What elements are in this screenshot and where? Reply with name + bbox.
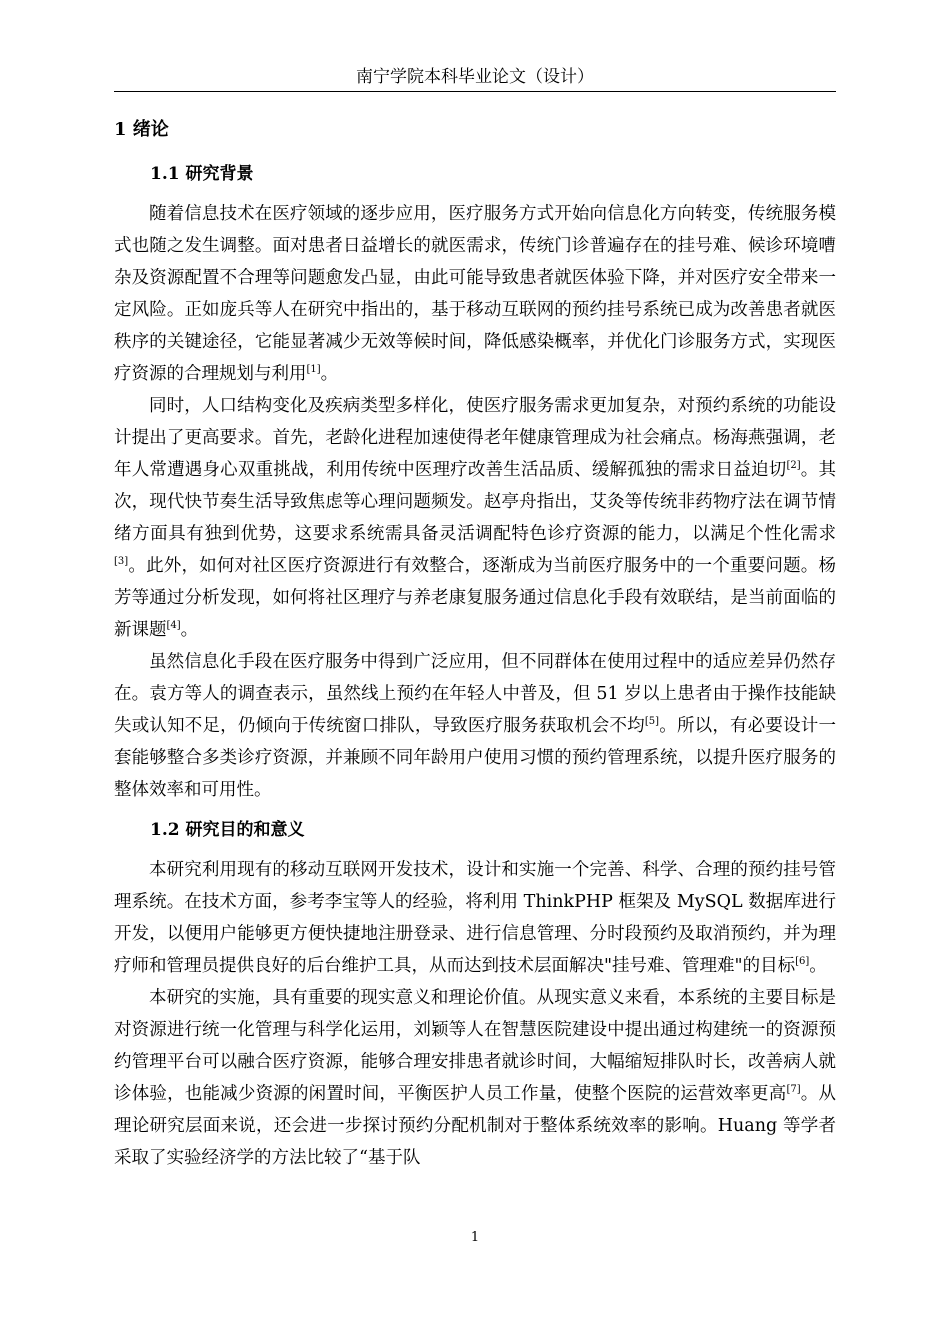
section-heading-background: 1.1 研究背景 xyxy=(150,164,254,184)
page-header: 南宁学院本科毕业论文（设计） xyxy=(114,66,836,92)
citation-marker: [4] xyxy=(166,620,181,632)
citation-marker: [3] xyxy=(114,556,129,568)
paragraph: 本研究利用现有的移动互联网开发技术，设计和实施一个完善、科学、合理的预约挂号管理系统。在技术方面，参考李宝等人的经验，将利用 ThinkPHP 框架及 MySQL 数据库进行开发，以便用户能够更方便快捷地注册登录、进行信息管理、分时段预约及取消预约，并为理疗师和管理员提供良好的后台维护工具，从而达到技术层面解决"挂号难、管理难"的目标[6]。 xyxy=(114,860,836,976)
paragraph: 本研究的实施，具有重要的现实意义和理论价值。从现实意义来看，本系统的主要目标是对资源进行统一化管理与科学化运用，刘颖等人在智慧医院建设中提出通过构建统一的资源预约管理平台可以融合医疗资源，能够合理安排患者就诊时间，大幅缩短排队时长，改善病人就诊体验，也能减少资源的闲置时间，平衡医护人员工作量，使整个医院的运营效率更高[7]。从理论研究层面来说，还会进一步探讨预约分配机制对于整体系统效率的影响。Huang 等学者采取了实验经济学的方法比较了“基于队 xyxy=(114,988,837,1168)
section-heading-purpose: 1.2 研究目的和意义 xyxy=(150,820,305,840)
page-number: 1 xyxy=(470,1230,480,1245)
paragraph: 虽然信息化手段在医疗服务中得到广泛应用，但不同群体在使用过程中的适应差异仍然存在。袁方等人的调查表示，虽然线上预约在年轻人中普及，但 51 岁以上患者由于操作技能缺失或认知不足，仍倾向于传统窗口排队，导致医疗服务获取机会不均[5]。所以，有必要设计一套能够整合多类诊疗资源，并兼顾不同年龄用户使用习惯的预约管理系统，以提升医疗服务的整体效率和可用性。 xyxy=(114,652,837,800)
citation-marker: [1] xyxy=(306,364,321,376)
paragraph: 随着信息技术在医疗领域的逐步应用，医疗服务方式开始向信息化方向转变，传统服务模式也随之发生调整。面对患者日益增长的就医需求，传统门诊普遍存在的挂号难、候诊环境嘈杂及资源配置不合理等问题愈发凸显，由此可能导致患者就医体验下降，并对医疗安全带来一定风险。正如庞兵等人在研究中指出的，基于移动互联网的预约挂号系统已成为改善患者就医秩序的关键途径，它能显著减少无效等候时间，降低感染概率，并优化门诊服务方式，实现医疗资源的合理规划与利用[1]。 xyxy=(114,204,836,384)
citation-marker: [5] xyxy=(644,716,660,728)
paragraph: 同时，人口结构变化及疾病类型多样化，使医疗服务需求更加复杂，对预约系统的功能设计提出了更高要求。首先，老龄化进程加速使得老年健康管理成为社会痛点。杨海燕强调，老年人常遭遇身心双重挑战，利用传统中医理疗改善生活品质、缓解孤独的需求日益迫切[2]。其次，现代快节奏生活导致焦虑等心理问题频发。赵亭舟指出，艾灸等传统非药物疗法在调节情绪方面具有独到优势，这要求系统需具备灵活调配特色诊疗资源的能力，以满足个性化需求[3]。此外，如何对社区医疗资源进行有效整合，逐渐成为当前医疗服务中的一个重要问题。杨芳等通过分析发现，如何将社区理疗与养老康复服务通过信息化手段有效联结，是当前面临的新课题[4]。 xyxy=(114,396,837,640)
citation-marker: [7] xyxy=(786,1084,801,1096)
citation-marker: [2] xyxy=(786,460,801,472)
document-body xyxy=(114,114,836,1174)
chapter-heading: 1 绪论 xyxy=(114,119,169,140)
citation-marker: [6] xyxy=(795,956,810,968)
